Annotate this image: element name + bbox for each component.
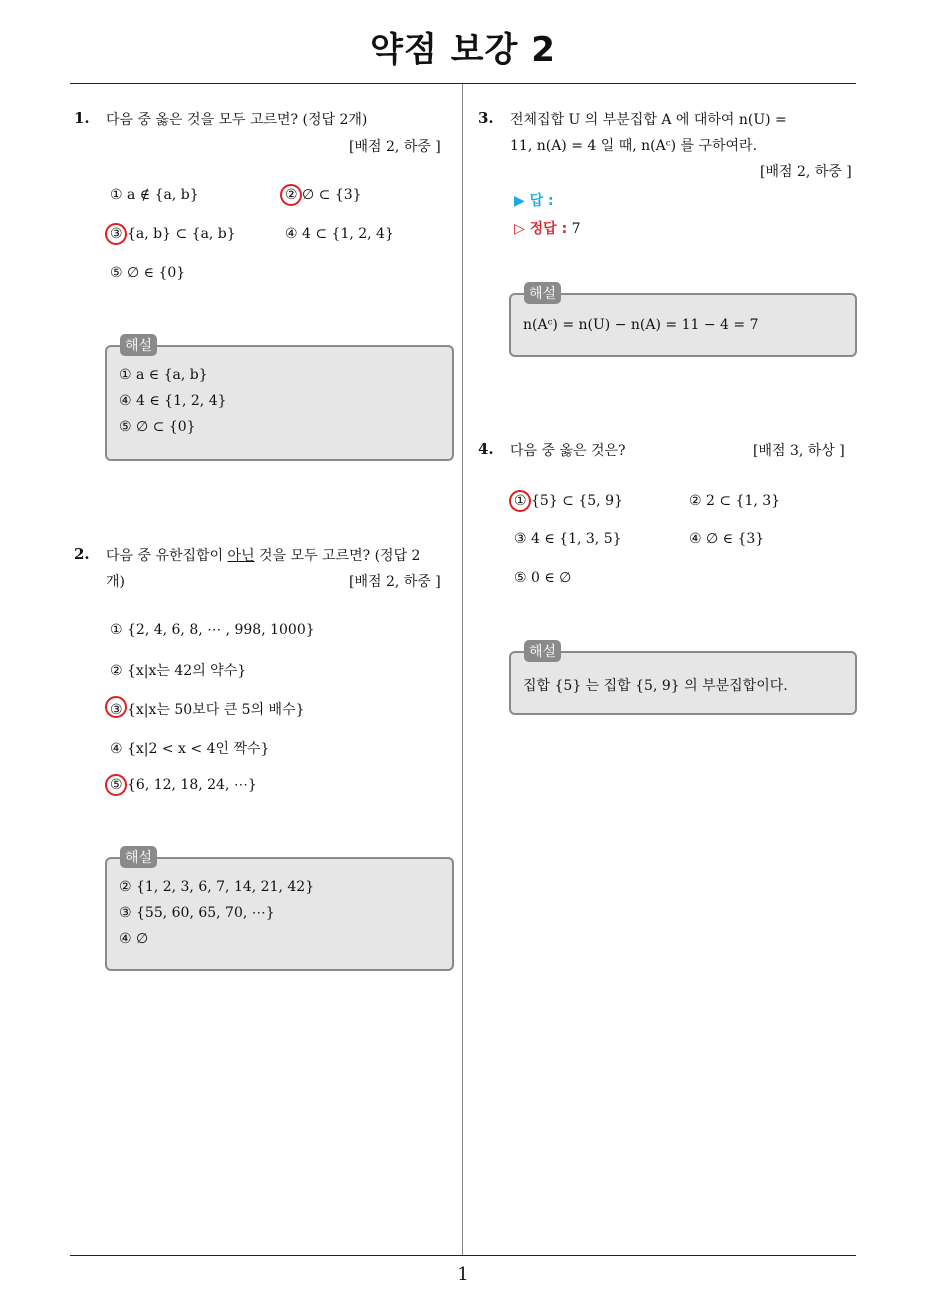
explanation-box <box>509 651 857 715</box>
choice-5[interactable]: ⑤ {6, 12, 18, 24, ⋯} <box>110 777 257 793</box>
choice-1[interactable]: ① {5} ⊂ {5, 9} <box>514 493 623 509</box>
explanation-line: ③ {55, 60, 65, 70, ⋯} <box>119 905 275 921</box>
correct-answer <box>514 218 581 238</box>
question-text-line2: 11, n(A) = 4 일 때, n(Aᶜ) 를 구하여라. <box>510 138 758 154</box>
choice-4[interactable]: ④ ∅ ∈ {3} <box>689 531 765 547</box>
explanation-box <box>105 857 454 971</box>
choice-4[interactable]: ④ 4 ⊂ {1, 2, 4} <box>285 226 394 242</box>
explanation-line: ④ 4 ∈ {1, 2, 4} <box>119 393 227 409</box>
question-meta: [배점 2, 하중 ] <box>760 164 852 180</box>
question-number: 4. <box>478 440 494 458</box>
question-meta: [배점 3, 하상 ] <box>753 443 845 459</box>
choice-1[interactable]: ① {2, 4, 6, 8, ⋯ , 998, 1000} <box>110 622 315 638</box>
answer-label: ▶ 답 : <box>514 193 554 209</box>
correct-label: ▷ 정답 : <box>514 221 568 237</box>
question-meta: [배점 2, 하중 ] <box>349 139 441 155</box>
question-meta: [배점 2, 하중 ] <box>349 574 441 590</box>
explanation-box <box>509 293 857 357</box>
explanation-line: ⑤ ∅ ⊂ {0} <box>119 419 196 435</box>
choice-3[interactable]: ③ 4 ∈ {1, 3, 5} <box>514 531 622 547</box>
selected-mark-icon <box>105 223 127 245</box>
selected-mark-icon <box>105 696 127 718</box>
question-text-part: 것을 모두 고르면? (정답 2 <box>254 548 421 564</box>
selected-mark-icon <box>280 184 302 206</box>
explanation-line: ④ ∅ <box>119 931 149 947</box>
selected-mark-icon <box>105 774 127 796</box>
page-number: 1 <box>457 1264 469 1285</box>
column-divider <box>462 84 463 1256</box>
explanation-line: n(Aᶜ) = n(U) − n(A) = 11 − 4 = 7 <box>523 317 759 333</box>
explanation-line: 집합 {5} 는 집합 {5, 9} 의 부분집합이다. <box>523 678 788 694</box>
choice-2[interactable]: ② 2 ⊂ {1, 3} <box>689 493 781 509</box>
question-text-part: 다음 중 유한집합이 <box>106 548 228 564</box>
question-text-underlined: 아닌 <box>227 548 255 564</box>
choice-4[interactable]: ④ {x|2 < x < 4인 짝수} <box>110 741 270 757</box>
question-text: 다음 중 옳은 것은? <box>510 443 626 459</box>
choice-1[interactable]: ① a ∉ {a, b} <box>110 187 199 203</box>
choice-2[interactable]: ② ∅ ⊂ {3} <box>285 187 362 203</box>
question-text-line2: 개) <box>106 574 125 590</box>
question-text: 전체집합 U 의 부분집합 A 에 대하여 n(U) = <box>510 112 787 128</box>
explanation-line: ② {1, 2, 3, 6, 7, 14, 21, 42} <box>119 879 315 895</box>
explanation-label: 해설 <box>524 640 561 662</box>
header-rule <box>70 83 856 84</box>
question-number: 2. <box>74 545 90 563</box>
choice-5[interactable]: ⑤ ∅ ∈ {0} <box>110 265 186 281</box>
explanation-label: 해설 <box>120 846 157 868</box>
explanation-label: 해설 <box>120 334 157 356</box>
question-number: 1. <box>74 109 90 127</box>
question-text <box>106 545 420 565</box>
explanation-label: 해설 <box>524 282 561 304</box>
correct-value: 7 <box>571 221 581 237</box>
selected-mark-icon <box>509 490 531 512</box>
explanation-box <box>105 345 454 461</box>
choice-3[interactable]: ③ {x|x는 50보다 큰 5의 배수} <box>110 702 305 718</box>
question-number: 3. <box>478 109 494 127</box>
footer-rule <box>70 1255 856 1256</box>
page-title: 약점 보강 2 <box>370 30 556 70</box>
choice-3[interactable]: ③ {a, b} ⊂ {a, b} <box>110 226 236 242</box>
explanation-line: ① a ∈ {a, b} <box>119 367 208 383</box>
choice-2[interactable]: ② {x|x는 42의 약수} <box>110 663 247 679</box>
choice-5[interactable]: ⑤ 0 ∈ ∅ <box>514 570 572 586</box>
question-text: 다음 중 옳은 것을 모두 고르면? (정답 2개) <box>106 112 368 128</box>
